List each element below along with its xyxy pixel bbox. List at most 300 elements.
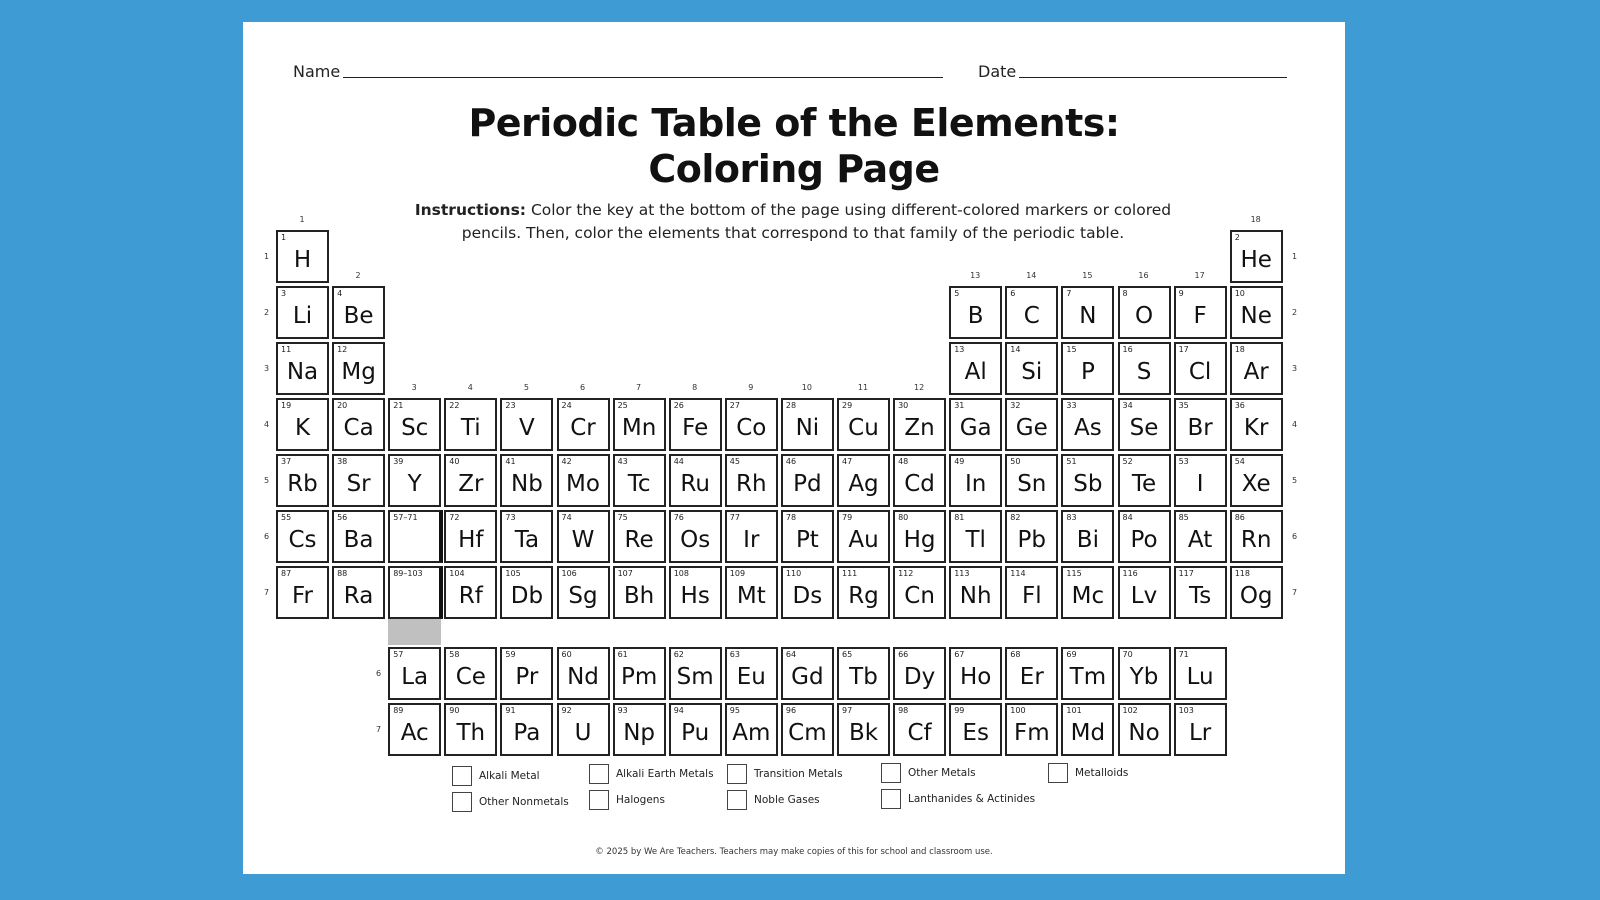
element-cell-cs[interactable] xyxy=(276,510,329,563)
element-symbol: Hg xyxy=(903,527,936,553)
element-cell-ru[interactable] xyxy=(669,454,722,507)
color-swatch-box[interactable] xyxy=(727,790,747,810)
atomic-number: 16 xyxy=(1122,345,1133,354)
key-item-other-metals[interactable] xyxy=(881,763,976,783)
element-cell-es[interactable] xyxy=(949,703,1002,756)
atomic-number: 85 xyxy=(1178,513,1189,522)
element-cell-bk[interactable] xyxy=(837,703,890,756)
atomic-number: 109 xyxy=(729,569,746,578)
element-symbol: Db xyxy=(510,583,544,609)
element-cell-rg[interactable] xyxy=(837,566,890,619)
period-label-left-3: 3 xyxy=(264,364,270,373)
key-item-transition-metals[interactable] xyxy=(727,764,843,784)
atomic-number: 73 xyxy=(505,513,516,522)
period-label-right-2: 2 xyxy=(1292,308,1298,317)
element-symbol: Re xyxy=(624,527,654,553)
element-cell-au[interactable] xyxy=(837,510,890,563)
element-symbol: Pb xyxy=(1017,527,1047,553)
element-cell-bi[interactable] xyxy=(1061,510,1114,563)
date-label: Date xyxy=(978,62,1017,81)
atomic-number: 90 xyxy=(449,706,460,715)
atomic-number: 52 xyxy=(1122,457,1133,466)
atomic-number: 116 xyxy=(1122,569,1138,578)
color-swatch-box[interactable] xyxy=(452,792,472,812)
atomic-number: 23 xyxy=(505,401,516,410)
element-symbol: Ca xyxy=(343,415,374,441)
element-symbol: P xyxy=(1080,359,1095,385)
element-cell-md[interactable] xyxy=(1061,703,1114,756)
atomic-number: 21 xyxy=(393,401,404,410)
element-symbol: Cu xyxy=(848,415,879,441)
element-cell-u[interactable] xyxy=(557,703,610,756)
atomic-number: 101 xyxy=(1066,706,1082,715)
element-symbol: V xyxy=(519,415,535,441)
element-symbol: Hs xyxy=(680,583,710,609)
element-cell-pt[interactable] xyxy=(781,510,834,563)
atomic-number: 48 xyxy=(898,457,909,466)
atomic-number: 105 xyxy=(505,569,521,578)
element-cell-db[interactable] xyxy=(500,566,553,619)
atomic-number: 38 xyxy=(337,457,348,466)
element-cell-gd[interactable] xyxy=(781,647,834,700)
atomic-number: 50 xyxy=(1010,457,1021,466)
element-cell-cf[interactable] xyxy=(893,703,946,756)
instructions xyxy=(393,199,1193,245)
element-cell-h[interactable] xyxy=(276,230,329,283)
atomic-number: 5 xyxy=(954,289,960,298)
atomic-number: 26 xyxy=(673,401,684,410)
period-label-right-7: 7 xyxy=(1292,588,1298,597)
atomic-number: 28 xyxy=(785,401,797,410)
element-cell-ca[interactable] xyxy=(332,398,385,451)
atomic-number: 31 xyxy=(954,401,965,410)
element-symbol: Os xyxy=(680,527,711,553)
element-symbol: Pu xyxy=(681,720,710,746)
element-cell-mo[interactable] xyxy=(557,454,610,507)
atomic-number: 98 xyxy=(898,706,909,715)
element-cell-kr[interactable] xyxy=(1230,398,1283,451)
atomic-number: 32 xyxy=(1010,401,1021,410)
atomic-number: 59 xyxy=(505,650,516,659)
atomic-number: 37 xyxy=(281,457,292,466)
element-symbol: Cr xyxy=(570,415,596,441)
element-cell-sb[interactable] xyxy=(1061,454,1114,507)
element-cell-dy[interactable] xyxy=(893,647,946,700)
element-symbol: Mo xyxy=(566,471,600,497)
element-cell-yb[interactable] xyxy=(1118,647,1171,700)
element-cell-na[interactable] xyxy=(276,342,329,395)
group-label-4: 4 xyxy=(467,383,473,392)
element-cell-c[interactable] xyxy=(1005,286,1058,339)
name-field-line[interactable] xyxy=(343,77,943,78)
group-label-16: 16 xyxy=(1138,271,1149,280)
period-label-right-5: 5 xyxy=(1292,476,1298,485)
period-label-left-4: 4 xyxy=(264,420,270,429)
group-label-11: 11 xyxy=(857,383,869,392)
element-cell-cn[interactable] xyxy=(893,566,946,619)
element-symbol: Ac xyxy=(400,720,429,746)
color-swatch-box[interactable] xyxy=(881,789,901,809)
atomic-number: 1 xyxy=(281,233,287,242)
element-symbol: Pt xyxy=(795,527,819,553)
atomic-number: 17 xyxy=(1178,345,1189,354)
atomic-number: 80 xyxy=(898,513,909,522)
element-cell-lr[interactable] xyxy=(1174,703,1227,756)
element-cell-ba[interactable] xyxy=(332,510,385,563)
element-cell-tb[interactable] xyxy=(837,647,890,700)
key-item-halogens[interactable] xyxy=(589,790,665,810)
element-cell-po[interactable] xyxy=(1118,510,1171,563)
color-swatch-box[interactable] xyxy=(727,764,747,784)
color-swatch-box[interactable] xyxy=(452,766,472,786)
element-cell-li[interactable] xyxy=(276,286,329,339)
element-cell-sn[interactable] xyxy=(1005,454,1058,507)
element-cell-at[interactable] xyxy=(1174,510,1227,563)
key-item-lanthanides-actinides[interactable] xyxy=(881,789,1035,809)
color-swatch-box[interactable] xyxy=(1048,763,1068,783)
element-symbol: Sm xyxy=(676,664,714,690)
key-label: Noble Gases xyxy=(754,794,820,806)
atomic-number: 106 xyxy=(561,569,577,578)
group-label-7: 7 xyxy=(636,383,642,392)
element-cell-rn[interactable] xyxy=(1230,510,1283,563)
f-block-placeholder-6[interactable] xyxy=(388,510,443,563)
group-label-2: 2 xyxy=(355,271,361,280)
element-cell-ac[interactable] xyxy=(388,703,441,756)
atomic-number: 24 xyxy=(561,401,572,410)
element-cell-ds[interactable] xyxy=(781,566,834,619)
atomic-number: 45 xyxy=(729,457,740,466)
element-symbol: Am xyxy=(732,720,771,746)
element-symbol: Ti xyxy=(460,415,481,441)
element-cell-o[interactable] xyxy=(1118,286,1171,339)
element-cell-y[interactable] xyxy=(388,454,441,507)
element-cell-in[interactable] xyxy=(949,454,1002,507)
element-cell-og[interactable] xyxy=(1230,566,1283,619)
element-symbol: Sg xyxy=(568,583,598,609)
element-symbol: H xyxy=(293,247,312,273)
key-label: Alkali Earth Metals xyxy=(616,768,714,780)
element-cell-f[interactable] xyxy=(1174,286,1227,339)
group-label-6: 6 xyxy=(579,383,586,392)
element-symbol: Mn xyxy=(621,415,657,441)
element-cell-nh[interactable] xyxy=(949,566,1002,619)
element-cell-mn[interactable] xyxy=(613,398,666,451)
element-cell-cr[interactable] xyxy=(557,398,610,451)
element-symbol: Se xyxy=(1129,415,1159,441)
atomic-number: 115 xyxy=(1066,569,1082,578)
element-cell-pr[interactable] xyxy=(500,647,553,700)
element-cell-ne[interactable] xyxy=(1230,286,1283,339)
page-title-line1: Periodic Table of the Elements: xyxy=(468,101,1120,145)
element-cell-mg[interactable] xyxy=(332,342,385,395)
color-swatch-box[interactable] xyxy=(881,763,901,783)
atomic-number: 49 xyxy=(954,457,965,466)
atomic-number: 103 xyxy=(1178,706,1194,715)
element-cell-xe[interactable] xyxy=(1230,454,1283,507)
atomic-number: 43 xyxy=(617,457,628,466)
element-cell-hg[interactable] xyxy=(893,510,946,563)
element-cell-zr[interactable] xyxy=(444,454,497,507)
atomic-number: 67 xyxy=(954,650,965,659)
element-symbol: Th xyxy=(456,720,486,746)
element-symbol: K xyxy=(294,415,311,441)
atomic-number: 54 xyxy=(1234,457,1245,466)
element-cell-pb[interactable] xyxy=(1005,510,1058,563)
element-cell-ho[interactable] xyxy=(949,647,1002,700)
element-cell-pu[interactable] xyxy=(669,703,722,756)
element-cell-sm[interactable] xyxy=(669,647,722,700)
atomic-number: 82 xyxy=(1010,513,1021,522)
element-cell-zn[interactable] xyxy=(893,398,946,451)
element-cell-i[interactable] xyxy=(1174,454,1227,507)
atomic-number: 78 xyxy=(785,513,797,522)
element-symbol: Bk xyxy=(848,720,879,746)
element-cell-tc[interactable] xyxy=(613,454,666,507)
element-symbol: Na xyxy=(286,359,319,385)
key-label: Halogens xyxy=(616,794,665,806)
element-cell-he[interactable] xyxy=(1230,230,1283,283)
element-symbol: Fr xyxy=(291,583,313,609)
atomic-number: 34 xyxy=(1122,401,1133,410)
date-field-line[interactable] xyxy=(1019,77,1287,78)
element-cell-hs[interactable] xyxy=(669,566,722,619)
element-cell-ts[interactable] xyxy=(1174,566,1227,619)
element-symbol: Bi xyxy=(1076,527,1099,553)
atomic-number: 11 xyxy=(281,345,292,354)
element-symbol: Ir xyxy=(743,527,760,553)
element-cell-as[interactable] xyxy=(1061,398,1114,451)
color-swatch-box[interactable] xyxy=(589,764,609,784)
element-cell-rh[interactable] xyxy=(725,454,778,507)
atomic-number: 44 xyxy=(673,457,684,466)
element-cell-ir[interactable] xyxy=(725,510,778,563)
atomic-number: 4 xyxy=(337,289,343,298)
element-symbol: Rh xyxy=(736,471,767,497)
element-cell-ti[interactable] xyxy=(444,398,497,451)
element-cell-ge[interactable] xyxy=(1005,398,1058,451)
element-symbol: Yb xyxy=(1129,664,1159,690)
key-item-other-nonmetals[interactable] xyxy=(452,792,569,812)
element-cell-k[interactable] xyxy=(276,398,329,451)
element-symbol: Nb xyxy=(510,471,543,497)
atomic-number: 92 xyxy=(561,706,572,715)
group-label-12: 12 xyxy=(914,383,925,392)
atomic-number: 3 xyxy=(281,289,287,298)
element-cell-al[interactable] xyxy=(949,342,1002,395)
element-symbol: Br xyxy=(1187,415,1213,441)
group-label-3: 3 xyxy=(411,383,417,392)
element-cell-ra[interactable] xyxy=(332,566,385,619)
element-cell-w[interactable] xyxy=(557,510,610,563)
element-symbol: Pa xyxy=(513,720,541,746)
element-symbol: At xyxy=(1187,527,1213,553)
element-cell-sg[interactable] xyxy=(557,566,610,619)
element-cell-rb[interactable] xyxy=(276,454,329,507)
element-cell-ga[interactable] xyxy=(949,398,1002,451)
period-label-right-6: 6 xyxy=(1292,532,1298,541)
element-cell-co[interactable] xyxy=(725,398,778,451)
element-symbol: F xyxy=(1193,303,1207,329)
element-cell-pd[interactable] xyxy=(781,454,834,507)
element-cell-cu[interactable] xyxy=(837,398,890,451)
element-cell-ar[interactable] xyxy=(1230,342,1283,395)
element-cell-os[interactable] xyxy=(669,510,722,563)
element-symbol: Cn xyxy=(904,583,935,609)
element-symbol: Fe xyxy=(682,415,709,441)
element-cell-n[interactable] xyxy=(1061,286,1114,339)
atomic-number: 12 xyxy=(337,345,348,354)
atomic-number: 113 xyxy=(954,569,970,578)
period-label-left-6: 6 xyxy=(264,532,270,541)
element-cell-am[interactable] xyxy=(725,703,778,756)
atomic-number: 102 xyxy=(1122,706,1138,715)
atomic-number: 76 xyxy=(673,513,684,522)
key-item-metalloids[interactable] xyxy=(1048,763,1128,783)
key-item-noble-gases[interactable] xyxy=(727,790,820,810)
element-cell-np[interactable] xyxy=(613,703,666,756)
element-symbol: Sn xyxy=(1017,471,1047,497)
element-symbol: Co xyxy=(736,415,767,441)
atomic-number: 57 xyxy=(393,650,404,659)
atomic-number: 29 xyxy=(842,401,853,410)
key-item-alkali-earth-metals[interactable] xyxy=(589,764,714,784)
atomic-number: 104 xyxy=(449,569,465,578)
element-cell-b[interactable] xyxy=(949,286,1002,339)
f-block-connector xyxy=(388,619,441,645)
key-label: Other Metals xyxy=(908,767,976,779)
element-cell-rf[interactable] xyxy=(444,566,497,619)
element-cell-cl[interactable] xyxy=(1174,342,1227,395)
f-block-placeholder-7[interactable] xyxy=(388,566,443,619)
element-symbol: Cs xyxy=(288,527,317,553)
element-cell-mc[interactable] xyxy=(1061,566,1114,619)
atomic-number: 84 xyxy=(1122,513,1133,522)
element-symbol: Y xyxy=(407,471,422,497)
element-cell-lv[interactable] xyxy=(1118,566,1171,619)
element-symbol: Sr xyxy=(346,471,371,497)
element-cell-ag[interactable] xyxy=(837,454,890,507)
element-cell-p[interactable] xyxy=(1061,342,1114,395)
atomic-number: 41 xyxy=(505,457,516,466)
page-title-line2: Coloring Page xyxy=(648,147,940,191)
element-cell-be[interactable] xyxy=(332,286,385,339)
atomic-number: 75 xyxy=(617,513,628,522)
element-cell-br[interactable] xyxy=(1174,398,1227,451)
atomic-number: 70 xyxy=(1122,650,1133,659)
atomic-number: 117 xyxy=(1178,569,1194,578)
atomic-number: 46 xyxy=(785,457,797,466)
element-symbol: C xyxy=(1023,303,1040,329)
element-symbol: Au xyxy=(848,527,879,553)
element-symbol: Be xyxy=(343,303,374,329)
element-cell-re[interactable] xyxy=(613,510,666,563)
period-label-left-1: 1 xyxy=(264,252,270,261)
element-cell-tl[interactable] xyxy=(949,510,1002,563)
element-cell-fm[interactable] xyxy=(1005,703,1058,756)
element-cell-nb[interactable] xyxy=(500,454,553,507)
element-cell-ta[interactable] xyxy=(500,510,553,563)
element-cell-fl[interactable] xyxy=(1005,566,1058,619)
atomic-number: 83 xyxy=(1066,513,1077,522)
element-cell-tm[interactable] xyxy=(1061,647,1114,700)
element-cell-lu[interactable] xyxy=(1174,647,1227,700)
element-symbol: Ge xyxy=(1015,415,1048,441)
atomic-number: 18 xyxy=(1234,345,1245,354)
element-cell-cm[interactable] xyxy=(781,703,834,756)
color-swatch-box[interactable] xyxy=(589,790,609,810)
element-symbol: Cf xyxy=(907,720,932,746)
instructions-label: Instructions: xyxy=(414,201,526,219)
element-cell-no[interactable] xyxy=(1118,703,1171,756)
atomic-number: 110 xyxy=(785,569,802,578)
element-cell-er[interactable] xyxy=(1005,647,1058,700)
atomic-number: 20 xyxy=(337,401,348,410)
group-label-15: 15 xyxy=(1082,271,1093,280)
atomic-number: 57–71 xyxy=(393,513,418,522)
element-cell-s[interactable] xyxy=(1118,342,1171,395)
element-cell-v[interactable] xyxy=(500,398,553,451)
atomic-number: 81 xyxy=(954,513,965,522)
atomic-number: 53 xyxy=(1178,457,1189,466)
atomic-number: 111 xyxy=(842,569,858,578)
atomic-number: 36 xyxy=(1234,401,1245,410)
element-cell-te[interactable] xyxy=(1118,454,1171,507)
element-cell-la[interactable] xyxy=(388,647,441,700)
element-cell-ni[interactable] xyxy=(781,398,834,451)
atomic-number: 114 xyxy=(1010,569,1026,578)
atomic-number: 108 xyxy=(673,569,689,578)
atomic-number: 66 xyxy=(898,650,909,659)
element-symbol: Er xyxy=(1019,664,1044,690)
key-item-alkali-metal[interactable] xyxy=(452,766,540,786)
element-cell-hf[interactable] xyxy=(444,510,497,563)
element-cell-cd[interactable] xyxy=(893,454,946,507)
element-cell-sc[interactable] xyxy=(388,398,441,451)
key-label: Transition Metals xyxy=(754,768,843,780)
atomic-number: 47 xyxy=(842,457,853,466)
element-cell-si[interactable] xyxy=(1005,342,1058,395)
atomic-number: 13 xyxy=(954,345,965,354)
element-cell-nd[interactable] xyxy=(557,647,610,700)
element-symbol: Fm xyxy=(1013,720,1050,746)
element-cell-bh[interactable] xyxy=(613,566,666,619)
atomic-number: 112 xyxy=(898,569,914,578)
element-symbol: W xyxy=(571,527,595,553)
element-symbol: Zn xyxy=(904,415,935,441)
group-label-8: 8 xyxy=(692,383,698,392)
element-cell-pa[interactable] xyxy=(500,703,553,756)
element-cell-mt[interactable] xyxy=(725,566,778,619)
element-cell-sr[interactable] xyxy=(332,454,385,507)
element-symbol: He xyxy=(1240,247,1272,273)
atomic-number: 69 xyxy=(1066,650,1077,659)
element-cell-fe[interactable] xyxy=(669,398,722,451)
element-symbol: La xyxy=(401,664,429,690)
group-label-10: 10 xyxy=(801,383,812,392)
element-cell-th[interactable] xyxy=(444,703,497,756)
element-symbol: Bh xyxy=(623,583,655,609)
element-cell-ce[interactable] xyxy=(444,647,497,700)
atomic-number: 88 xyxy=(337,569,348,578)
group-label-1: 1 xyxy=(299,215,305,224)
element-cell-fr[interactable] xyxy=(276,566,329,619)
element-cell-eu[interactable] xyxy=(725,647,778,700)
atomic-number: 96 xyxy=(785,706,797,715)
element-symbol: Ta xyxy=(514,527,540,553)
element-cell-se[interactable] xyxy=(1118,398,1171,451)
element-cell-pm[interactable] xyxy=(613,647,666,700)
